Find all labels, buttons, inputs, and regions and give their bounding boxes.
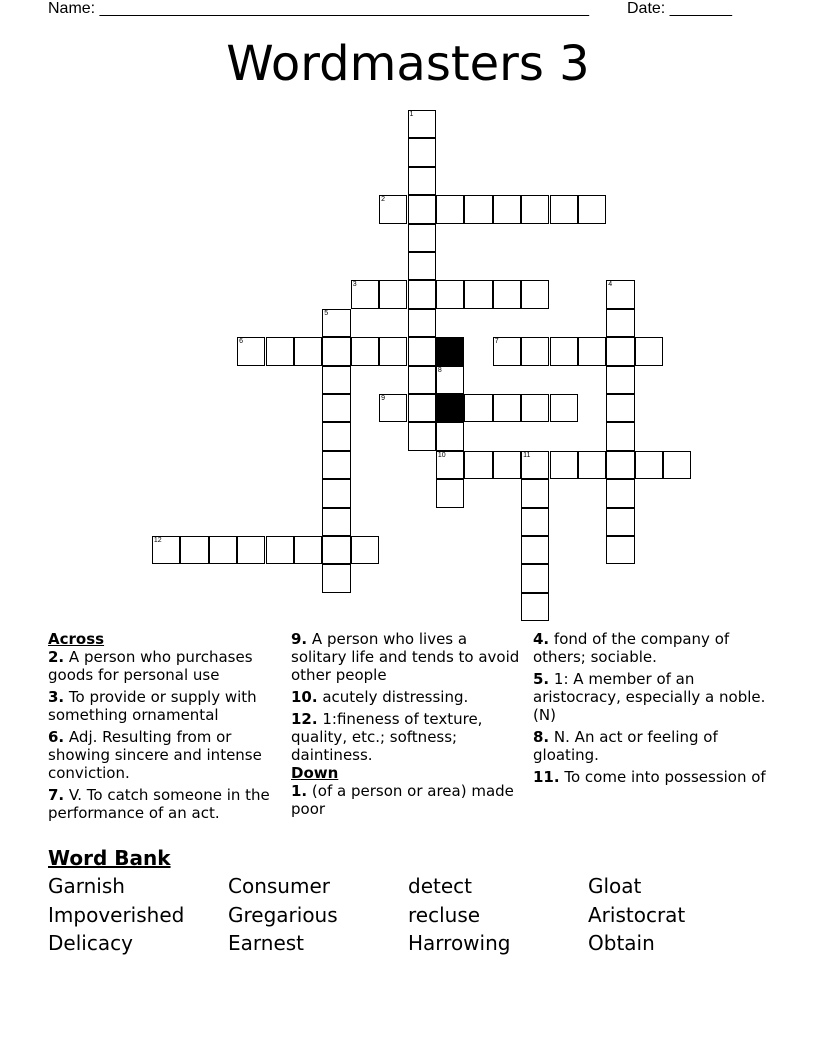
clue-number-label: 10 bbox=[437, 451, 446, 459]
clue-text: acutely distressing. bbox=[322, 688, 469, 706]
crossword-cell[interactable] bbox=[606, 451, 634, 479]
crossword-cell[interactable] bbox=[521, 280, 549, 308]
crossword-cell[interactable] bbox=[266, 536, 294, 564]
crossword-cell[interactable] bbox=[322, 422, 350, 450]
across-heading: Across bbox=[48, 630, 105, 648]
word-bank-item: Earnest bbox=[228, 931, 305, 955]
clue-number-label: 7 bbox=[494, 338, 499, 346]
clue-number-label: 3 bbox=[352, 281, 357, 289]
crossword-cell[interactable] bbox=[493, 451, 521, 479]
word-bank-title: Word Bank bbox=[48, 846, 171, 870]
crossword-cell[interactable] bbox=[606, 337, 634, 365]
clue-number-label: 2 bbox=[381, 196, 385, 204]
clue-number-label: 8 bbox=[437, 366, 442, 374]
word-bank-item: Obtain bbox=[588, 931, 655, 955]
crossword-cell[interactable] bbox=[436, 451, 464, 479]
crossword-cell[interactable] bbox=[408, 195, 436, 223]
crossword-cell[interactable] bbox=[322, 451, 350, 479]
clue-text: A person who purchases goods for personal use bbox=[48, 648, 253, 684]
crossword-cell[interactable] bbox=[266, 337, 294, 365]
crossword-cell[interactable] bbox=[408, 110, 436, 138]
crossword-cell[interactable] bbox=[578, 195, 606, 223]
crossword-cell[interactable] bbox=[606, 309, 634, 337]
crossword-cell[interactable] bbox=[408, 224, 436, 252]
crossword-cell[interactable] bbox=[606, 536, 634, 564]
clue-text: To come into possession of bbox=[564, 768, 766, 786]
crossword-cell[interactable] bbox=[493, 280, 521, 308]
crossword-cell[interactable] bbox=[521, 337, 549, 365]
word-bank-item: Impoverished bbox=[48, 903, 185, 927]
crossword-cell[interactable] bbox=[322, 394, 350, 422]
clue-down-5 bbox=[533, 670, 768, 724]
crossword-cell[interactable] bbox=[152, 536, 180, 564]
crossword-cell[interactable] bbox=[408, 394, 436, 422]
clue-number-label: 9 bbox=[381, 395, 385, 402]
clue-text: 1:fineness of texture, quality, etc.; softness; daintiness. bbox=[291, 710, 483, 764]
word-bank-item: Gregarious bbox=[228, 903, 338, 927]
crossword-cell[interactable] bbox=[578, 337, 606, 365]
crossword-cell[interactable] bbox=[322, 337, 350, 365]
crossword-black-cell bbox=[436, 337, 464, 365]
page-title: Wordmasters 3 bbox=[226, 36, 590, 92]
crossword-cell[interactable] bbox=[521, 195, 549, 223]
crossword-cell[interactable] bbox=[550, 337, 578, 365]
crossword-cell[interactable] bbox=[550, 195, 578, 223]
clue-text: To provide or supply with something ornamental bbox=[48, 688, 257, 724]
crossword-cell[interactable] bbox=[606, 366, 634, 394]
crossword-cell[interactable] bbox=[521, 394, 549, 422]
word-bank-item: Aristocrat bbox=[588, 903, 686, 927]
clue-number: 1. bbox=[291, 782, 308, 800]
crossword-cell[interactable] bbox=[521, 479, 549, 507]
crossword-cell[interactable] bbox=[379, 337, 407, 365]
clue-text: fond of the company of others; sociable. bbox=[533, 630, 730, 666]
clue-text: A person who lives a solitary life and tends to avoid other people bbox=[291, 630, 520, 684]
crossword-cell[interactable] bbox=[493, 394, 521, 422]
crossword-cell[interactable] bbox=[351, 536, 379, 564]
crossword-cell[interactable] bbox=[635, 337, 663, 365]
crossword-cell[interactable] bbox=[408, 280, 436, 308]
clue-number-label: 12 bbox=[153, 537, 162, 544]
clues-column-3 bbox=[533, 630, 768, 790]
name-field[interactable]: Name: _______________________________________________________ bbox=[48, 0, 589, 17]
crossword-cell[interactable] bbox=[322, 479, 350, 507]
crossword-cell[interactable] bbox=[379, 280, 407, 308]
word-bank-item: Delicacy bbox=[48, 931, 133, 955]
word-bank-item: detect bbox=[408, 874, 472, 898]
clue-number: 10. bbox=[291, 688, 318, 706]
clue-text: 1: A member of an aristocracy, especially a noble. (N) bbox=[533, 670, 766, 724]
crossword-cell[interactable] bbox=[464, 451, 492, 479]
clue-number: 8. bbox=[533, 728, 550, 746]
crossword-cell[interactable] bbox=[408, 167, 436, 195]
crossword-cell[interactable] bbox=[436, 366, 464, 394]
clue-number-label: 6 bbox=[239, 338, 243, 346]
down-heading: Down bbox=[291, 764, 339, 782]
clue-number: 4. bbox=[533, 630, 550, 648]
date-field[interactable]: Date: _______ bbox=[627, 0, 732, 17]
crossword-cell[interactable] bbox=[294, 536, 322, 564]
clue-number: 3. bbox=[48, 688, 65, 706]
clue-text: N. An act or feeling of gloating. bbox=[533, 728, 718, 764]
crossword-cell[interactable] bbox=[408, 366, 436, 394]
clue-number-label: 1 bbox=[409, 111, 414, 118]
clue-down-4 bbox=[533, 630, 768, 666]
clue-text: (of a person or area) made poor bbox=[291, 782, 514, 818]
word-bank-item: recluse bbox=[408, 903, 481, 927]
crossword-cell[interactable] bbox=[322, 508, 350, 536]
crossword-cell[interactable] bbox=[606, 479, 634, 507]
crossword-cell[interactable] bbox=[408, 422, 436, 450]
clue-number: 2. bbox=[48, 648, 65, 666]
crossword-cell[interactable] bbox=[493, 195, 521, 223]
clue-down-11 bbox=[533, 768, 768, 786]
crossword-cell[interactable] bbox=[436, 479, 464, 507]
crossword-cell[interactable] bbox=[436, 195, 464, 223]
crossword-cell[interactable] bbox=[521, 593, 549, 621]
crossword-cell[interactable] bbox=[436, 422, 464, 450]
crossword-cell[interactable] bbox=[237, 337, 265, 365]
crossword-cell[interactable] bbox=[606, 280, 634, 308]
crossword-cell[interactable] bbox=[464, 394, 492, 422]
crossword-cell[interactable] bbox=[606, 422, 634, 450]
crossword-cell[interactable] bbox=[635, 451, 663, 479]
crossword-cell[interactable] bbox=[521, 564, 549, 592]
word-bank-item: Garnish bbox=[48, 874, 125, 898]
crossword-cell[interactable] bbox=[436, 280, 464, 308]
clue-number: 6. bbox=[48, 728, 65, 746]
clue-text: V. To catch someone in the performance of an act. bbox=[48, 786, 270, 822]
clue-across-7 bbox=[48, 786, 278, 822]
crossword-cell[interactable] bbox=[464, 195, 492, 223]
clues-column-1 bbox=[48, 630, 278, 826]
clues-column-2 bbox=[291, 630, 521, 822]
crossword-cell[interactable] bbox=[578, 451, 606, 479]
clue-across-12 bbox=[291, 710, 521, 764]
crossword-cell[interactable] bbox=[180, 536, 208, 564]
crossword-cell[interactable] bbox=[322, 564, 350, 592]
clue-across-2 bbox=[48, 648, 278, 684]
crossword-cell[interactable] bbox=[209, 536, 237, 564]
crossword-cell[interactable] bbox=[550, 451, 578, 479]
word-bank-item: Harrowing bbox=[408, 931, 511, 955]
clue-number-label: 4 bbox=[608, 281, 613, 289]
crossword-cell[interactable] bbox=[322, 309, 350, 337]
clue-across-10 bbox=[291, 688, 521, 706]
clue-down-1 bbox=[291, 782, 521, 818]
crossword-cell[interactable] bbox=[408, 138, 436, 166]
crossword-cell[interactable] bbox=[408, 252, 436, 280]
crossword-cell[interactable] bbox=[294, 337, 322, 365]
word-bank-item: Gloat bbox=[588, 874, 642, 898]
crossword-cell[interactable] bbox=[493, 337, 521, 365]
crossword-cell[interactable] bbox=[379, 394, 407, 422]
crossword-cell[interactable] bbox=[521, 508, 549, 536]
crossword-cell[interactable] bbox=[606, 508, 634, 536]
clue-across-3 bbox=[48, 688, 278, 724]
clue-number: 9. bbox=[291, 630, 308, 648]
clue-number: 11. bbox=[533, 768, 560, 786]
crossword-black-cell bbox=[436, 394, 464, 422]
crossword-cell[interactable] bbox=[663, 451, 691, 479]
clue-text: Adj. Resulting from or showing sincere and intense conviction. bbox=[48, 728, 262, 782]
crossword-cell[interactable] bbox=[237, 536, 265, 564]
crossword-cell[interactable] bbox=[379, 195, 407, 223]
clue-number: 12. bbox=[291, 710, 318, 728]
crossword-cell[interactable] bbox=[322, 536, 350, 564]
crossword-cell[interactable] bbox=[550, 394, 578, 422]
crossword-cell[interactable] bbox=[351, 280, 379, 308]
crossword-cell[interactable] bbox=[408, 309, 436, 337]
crossword-cell[interactable] bbox=[322, 366, 350, 394]
crossword-cell[interactable] bbox=[606, 394, 634, 422]
crossword-cell[interactable] bbox=[351, 337, 379, 365]
clue-down-8 bbox=[533, 728, 768, 764]
clue-number: 7. bbox=[48, 786, 65, 804]
clue-number: 5. bbox=[533, 670, 550, 688]
clue-across-6 bbox=[48, 728, 278, 782]
clue-number-label: 11 bbox=[523, 451, 531, 459]
crossword-cell[interactable] bbox=[521, 536, 549, 564]
clue-number-label: 5 bbox=[324, 309, 329, 317]
clue-across-9 bbox=[291, 630, 521, 684]
crossword-cell[interactable] bbox=[408, 337, 436, 365]
crossword-cell[interactable] bbox=[521, 451, 549, 479]
crossword-cell[interactable] bbox=[464, 280, 492, 308]
word-bank-item: Consumer bbox=[228, 874, 330, 898]
